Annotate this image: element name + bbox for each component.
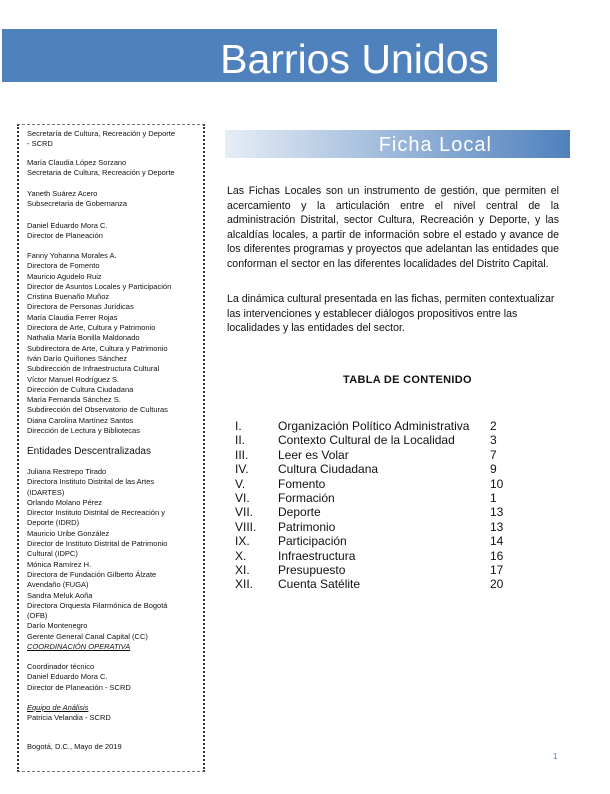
toc-row[interactable]: IX. Participación 14 xyxy=(235,534,504,549)
credit-line: Daniel Eduardo Mora C. xyxy=(27,672,108,682)
credit-line: Director de Planeación - SCRD xyxy=(27,682,131,692)
equipo-heading: Equipo de Análisis xyxy=(27,703,89,712)
toc-row[interactable]: VI. Formación 1 xyxy=(235,490,497,505)
credit-line: Sandra Meluk Aoña xyxy=(27,590,93,600)
toc-row[interactable]: II. Contexto Cultural de la Localidad 3 xyxy=(235,433,497,448)
credit-line: Subdirección del Observatorio de Culturas xyxy=(27,405,168,415)
credit-line: Daniel Eduardo Mora C. xyxy=(27,221,108,230)
credit-line: Directora de Arte, Cultura y Patrimonio xyxy=(27,323,156,333)
credit-line: Dirección de Cultura Ciudadana xyxy=(27,384,134,394)
credit-line: Diana Carolina Martínez Santos xyxy=(27,415,134,425)
credit-line: Darío Montenegro xyxy=(27,621,88,631)
sidebar-block-equipo xyxy=(27,703,202,724)
credit-line: María Fernanda Sánchez S. xyxy=(27,395,121,405)
intro-paragraph: Las Fichas Locales son un instrumento de gestión, que permiten el acercamiento y la articulación entre el nivel central de la administración Distrital, sector Cultura, Recreación y Deporte, y las alcaldías locales, a partir de información sobre el estado y avance de los diferentes programas y proyectos que adelantan las entidades que conforman el sector en las diferentes localidades del Distrito Capital. xyxy=(227,185,559,270)
page-title: Barrios Unidos xyxy=(220,36,489,82)
credit-line: Patricia Velandia - SCRD xyxy=(27,713,111,723)
entidades-heading: Entidades Descentralizadas xyxy=(27,446,151,457)
credit-line: Orlando Molano Pérez xyxy=(27,497,103,507)
credit-line: Director de Planeación xyxy=(27,231,103,241)
credit-line: Gerente General Canal Capital (CC) xyxy=(27,631,148,641)
credit-line: Directora de Fomento xyxy=(27,261,100,271)
credit-line: Director de Asuntos Locales y Participación xyxy=(27,281,172,291)
toc-row[interactable]: III. Leer es Volar 7 xyxy=(235,447,497,462)
toc-row[interactable]: IV. Cultura Ciudadana 9 xyxy=(235,462,497,477)
sidebar-date: Bogotá, D.C., Mayo de 2019 xyxy=(27,742,122,751)
credit-line: Subdirectora de Arte, Cultura y Patrimonio xyxy=(27,343,168,353)
toc-row[interactable]: XII. Cuenta Satélite 20 xyxy=(235,577,504,592)
table-of-contents xyxy=(235,419,525,592)
toc-row[interactable]: I. Organización Político Administrativa 2 xyxy=(235,419,497,433)
sidebar-block-subsecretaria xyxy=(27,189,202,210)
credit-line: Deporte (IDRD) xyxy=(27,518,80,528)
sidebar-block-directores xyxy=(27,251,202,436)
toc-row[interactable]: X. Infraestructura 16 xyxy=(235,548,504,563)
credit-line: (IDARTES) xyxy=(27,487,65,497)
credit-line: Cristina Buenaño Muñoz xyxy=(27,292,110,302)
credit-line: Directora de Fundación Gilberto Álzate xyxy=(27,569,157,579)
credit-line: Mauricio Agudelo Ruiz xyxy=(27,271,102,281)
credit-line: Subdirección de Infraestructura Cultural xyxy=(27,364,160,374)
credit-line: Director Instituto Distrital de Recreación y xyxy=(27,508,165,518)
toc-row[interactable]: XI. Presupuesto 17 xyxy=(235,562,504,577)
credit-line: María Claudia López Sorzano xyxy=(27,158,127,167)
sidebar-block-secretaria xyxy=(27,158,202,179)
toc-row[interactable]: VII. Deporte 13 xyxy=(235,505,504,520)
credit-line: Avendaño (FUGA) xyxy=(27,580,89,590)
ficha-local-title: Ficha Local xyxy=(378,134,492,156)
sidebar-org: Secretaría de Cultura, Recreación y Deporte - SCRD xyxy=(27,129,175,149)
credit-line: Fanny Yohanna Morales A. xyxy=(27,251,117,260)
credit-line: Mónica Ramírez H. xyxy=(27,559,92,569)
credit-line: Nathalia María Bonilla Maldonado xyxy=(27,333,140,343)
toc-heading: TABLA DE CONTENIDO xyxy=(343,374,472,386)
sidebar-block-coordinador xyxy=(27,662,202,693)
credit-line: Dirección de Lectura y Bibliotecas xyxy=(27,426,140,436)
credit-line: Mauricio Uribe González xyxy=(27,528,110,538)
credit-line: Juliana Restrepo Tirado xyxy=(27,467,107,476)
credit-line: Director de Instituto Distrital de Patrimonio xyxy=(27,539,168,549)
credit-line: Yaneth Suárez Acero xyxy=(27,189,98,198)
credit-line: (OFB) xyxy=(27,611,48,621)
credit-line: Iván Darío Quiñones Sánchez xyxy=(27,353,128,363)
credit-line: María Claudia Ferrer Rojas xyxy=(27,312,118,322)
toc-row[interactable]: V. Fomento 10 xyxy=(235,476,504,491)
credit-line: Cultural (IDPC) xyxy=(27,549,78,559)
credit-line: Secretaria de Cultura, Recreación y Deporte xyxy=(27,168,175,178)
credit-line: Directora Instituto Distrital de las Artes xyxy=(27,477,155,487)
coordinacion-heading: COORDINACIÓN OPERATIVA xyxy=(27,642,131,652)
sidebar-block-entidades xyxy=(27,467,202,652)
sidebar-block-planeacion xyxy=(27,221,202,242)
toc-row[interactable]: VIII. Patrimonio 13 xyxy=(235,519,504,534)
credit-line: Subsecretaria de Gobernanza xyxy=(27,199,128,209)
page-number: 1 xyxy=(553,752,558,761)
credit-line: Coordinador técnico xyxy=(27,662,95,671)
credit-line: Víctor Manuel Rodríguez S. xyxy=(27,374,120,384)
ficha-local-header xyxy=(225,130,570,158)
credit-line: Directora de Personas Jurídicas xyxy=(27,302,134,312)
header-banner xyxy=(2,29,497,82)
credit-line: Directora Orquesta Filarmónica de Bogotá xyxy=(27,600,168,610)
context-paragraph: La dinámica cultural presentada en las fichas, permiten contextualizar las intervenciones y establecer diálogos propositivos entre las localidades y las entidades del sector. xyxy=(227,293,555,334)
